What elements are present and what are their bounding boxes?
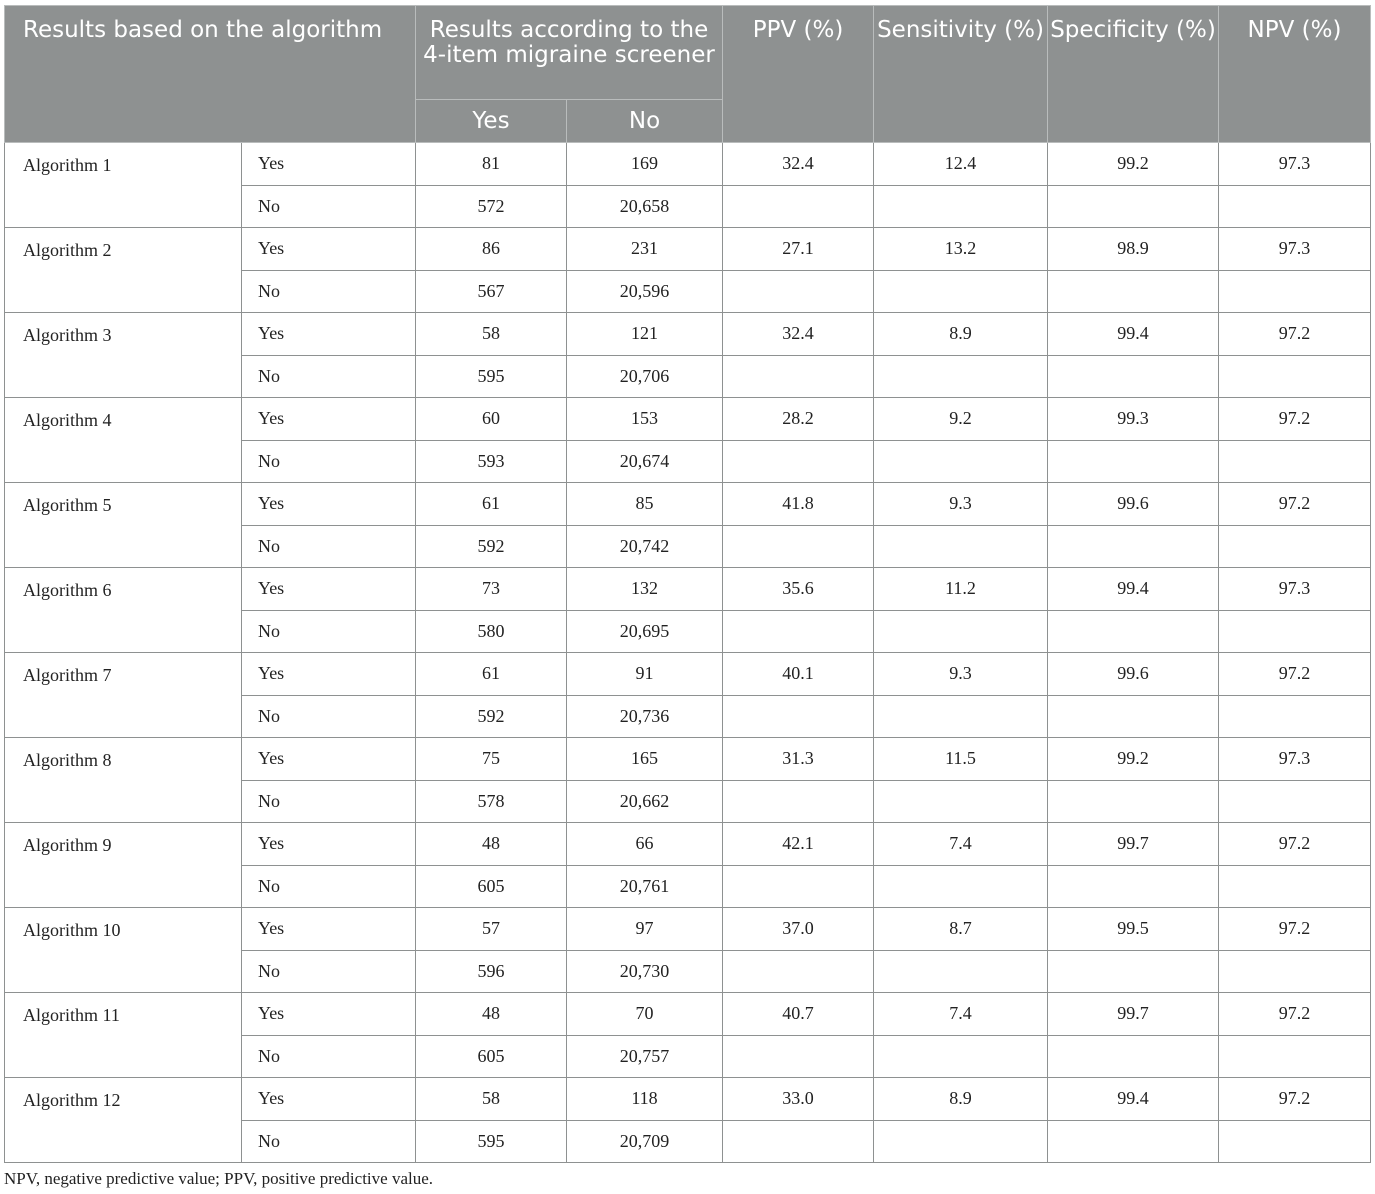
- empty-cell: [1219, 440, 1371, 483]
- results-table: [4, 5, 1371, 1163]
- table-row-yes: [5, 568, 1371, 611]
- empty-cell: [1048, 355, 1219, 398]
- algorithm-label: Algorithm 9: [5, 823, 242, 908]
- algorithm-label: Algorithm 5: [5, 483, 242, 568]
- sensitivity-value: 7.4: [874, 993, 1048, 1036]
- algorithm-label: Algorithm 6: [5, 568, 242, 653]
- sensitivity-value: 8.9: [874, 1078, 1048, 1121]
- empty-cell: [1219, 1120, 1371, 1163]
- ppv-value: 35.6: [723, 568, 874, 611]
- npv-value: 97.3: [1219, 143, 1371, 186]
- header-screener: Results according to the 4-item migraine screener: [416, 6, 723, 100]
- row-no-label: No: [242, 355, 416, 398]
- cell-no-yes: 592: [416, 525, 567, 568]
- cell-no-no: 20,761: [567, 865, 723, 908]
- row-no-label: No: [242, 270, 416, 313]
- empty-cell: [1048, 1120, 1219, 1163]
- row-yes-label: Yes: [242, 228, 416, 271]
- cell-no-yes: 567: [416, 270, 567, 313]
- ppv-value: 37.0: [723, 908, 874, 951]
- cell-yes-no: 97: [567, 908, 723, 951]
- npv-value: 97.2: [1219, 993, 1371, 1036]
- cell-no-yes: 580: [416, 610, 567, 653]
- empty-cell: [723, 270, 874, 313]
- row-no-label: No: [242, 1120, 416, 1163]
- algorithm-label: Algorithm 12: [5, 1078, 242, 1163]
- specificity-value: 99.4: [1048, 1078, 1219, 1121]
- empty-cell: [723, 780, 874, 823]
- cell-yes-yes: 61: [416, 653, 567, 696]
- specificity-value: 99.2: [1048, 738, 1219, 781]
- cell-yes-no: 85: [567, 483, 723, 526]
- empty-cell: [1219, 950, 1371, 993]
- empty-cell: [723, 440, 874, 483]
- empty-cell: [1219, 525, 1371, 568]
- cell-yes-yes: 58: [416, 313, 567, 356]
- empty-cell: [874, 865, 1048, 908]
- cell-no-yes: 572: [416, 185, 567, 228]
- cell-no-no: 20,730: [567, 950, 723, 993]
- table-row-yes: [5, 823, 1371, 866]
- row-yes-label: Yes: [242, 823, 416, 866]
- algorithm-label: Algorithm 3: [5, 313, 242, 398]
- cell-yes-no: 121: [567, 313, 723, 356]
- empty-cell: [874, 270, 1048, 313]
- table-row-yes: [5, 398, 1371, 441]
- ppv-value: 40.7: [723, 993, 874, 1036]
- cell-yes-yes: 57: [416, 908, 567, 951]
- row-yes-label: Yes: [242, 653, 416, 696]
- ppv-value: 28.2: [723, 398, 874, 441]
- cell-no-no: 20,742: [567, 525, 723, 568]
- empty-cell: [874, 1120, 1048, 1163]
- ppv-value: 27.1: [723, 228, 874, 271]
- specificity-value: 99.7: [1048, 823, 1219, 866]
- empty-cell: [723, 355, 874, 398]
- sensitivity-value: 9.3: [874, 653, 1048, 696]
- ppv-value: 33.0: [723, 1078, 874, 1121]
- npv-value: 97.2: [1219, 908, 1371, 951]
- cell-no-no: 20,662: [567, 780, 723, 823]
- cell-no-no: 20,674: [567, 440, 723, 483]
- row-no-label: No: [242, 525, 416, 568]
- row-yes-label: Yes: [242, 738, 416, 781]
- cell-no-no: 20,757: [567, 1035, 723, 1078]
- algorithm-label: Algorithm 11: [5, 993, 242, 1078]
- header-sensitivity: Sensitivity (%): [874, 6, 1048, 143]
- row-yes-label: Yes: [242, 1078, 416, 1121]
- row-no-label: No: [242, 610, 416, 653]
- ppv-value: 32.4: [723, 313, 874, 356]
- table-header: [5, 6, 1371, 143]
- table-footnote: NPV, negative predictive value; PPV, positive predictive value.: [4, 1169, 434, 1188]
- algorithm-label: Algorithm 4: [5, 398, 242, 483]
- header-npv: NPV (%): [1219, 6, 1371, 143]
- empty-cell: [723, 865, 874, 908]
- empty-cell: [874, 440, 1048, 483]
- empty-cell: [723, 1035, 874, 1078]
- header-algorithm: Results based on the algorithm: [5, 6, 416, 143]
- row-no-label: No: [242, 1035, 416, 1078]
- row-yes-label: Yes: [242, 568, 416, 611]
- cell-yes-no: 165: [567, 738, 723, 781]
- header-ppv: PPV (%): [723, 6, 874, 143]
- empty-cell: [874, 525, 1048, 568]
- cell-yes-yes: 73: [416, 568, 567, 611]
- empty-cell: [723, 185, 874, 228]
- cell-yes-yes: 48: [416, 993, 567, 1036]
- cell-yes-yes: 75: [416, 738, 567, 781]
- cell-no-yes: 592: [416, 695, 567, 738]
- empty-cell: [874, 1035, 1048, 1078]
- ppv-value: 32.4: [723, 143, 874, 186]
- row-yes-label: Yes: [242, 908, 416, 951]
- cell-no-no: 20,596: [567, 270, 723, 313]
- sensitivity-value: 9.2: [874, 398, 1048, 441]
- ppv-value: 31.3: [723, 738, 874, 781]
- algorithm-label: Algorithm 2: [5, 228, 242, 313]
- empty-cell: [874, 950, 1048, 993]
- empty-cell: [1048, 185, 1219, 228]
- cell-yes-yes: 86: [416, 228, 567, 271]
- cell-yes-yes: 48: [416, 823, 567, 866]
- sensitivity-value: 8.7: [874, 908, 1048, 951]
- cell-no-no: 20,695: [567, 610, 723, 653]
- specificity-value: 99.6: [1048, 483, 1219, 526]
- cell-no-yes: 605: [416, 1035, 567, 1078]
- ppv-value: 41.8: [723, 483, 874, 526]
- ppv-value: 42.1: [723, 823, 874, 866]
- row-no-label: No: [242, 695, 416, 738]
- algorithm-label: Algorithm 8: [5, 738, 242, 823]
- empty-cell: [1048, 525, 1219, 568]
- empty-cell: [1048, 780, 1219, 823]
- cell-no-no: 20,709: [567, 1120, 723, 1163]
- npv-value: 97.2: [1219, 823, 1371, 866]
- table-row-yes: [5, 993, 1371, 1036]
- specificity-value: 99.5: [1048, 908, 1219, 951]
- empty-cell: [1219, 355, 1371, 398]
- header-specificity: Specificity (%): [1048, 6, 1219, 143]
- cell-yes-yes: 60: [416, 398, 567, 441]
- cell-yes-no: 169: [567, 143, 723, 186]
- npv-value: 97.2: [1219, 483, 1371, 526]
- row-yes-label: Yes: [242, 143, 416, 186]
- sensitivity-value: 11.5: [874, 738, 1048, 781]
- empty-cell: [1219, 780, 1371, 823]
- algorithm-label: Algorithm 10: [5, 908, 242, 993]
- specificity-value: 99.7: [1048, 993, 1219, 1036]
- cell-yes-no: 66: [567, 823, 723, 866]
- table-row-yes: [5, 653, 1371, 696]
- row-yes-label: Yes: [242, 993, 416, 1036]
- table-row-yes: [5, 908, 1371, 951]
- cell-no-yes: 595: [416, 355, 567, 398]
- empty-cell: [874, 695, 1048, 738]
- empty-cell: [723, 695, 874, 738]
- empty-cell: [1048, 1035, 1219, 1078]
- cell-no-yes: 578: [416, 780, 567, 823]
- empty-cell: [1219, 1035, 1371, 1078]
- empty-cell: [874, 185, 1048, 228]
- sensitivity-value: 9.3: [874, 483, 1048, 526]
- empty-cell: [1048, 695, 1219, 738]
- cell-yes-no: 118: [567, 1078, 723, 1121]
- empty-cell: [1048, 440, 1219, 483]
- specificity-value: 99.6: [1048, 653, 1219, 696]
- empty-cell: [723, 1120, 874, 1163]
- specificity-value: 99.2: [1048, 143, 1219, 186]
- empty-cell: [1219, 610, 1371, 653]
- cell-yes-yes: 58: [416, 1078, 567, 1121]
- cell-no-yes: 605: [416, 865, 567, 908]
- sensitivity-value: 13.2: [874, 228, 1048, 271]
- sensitivity-value: 12.4: [874, 143, 1048, 186]
- table-row-yes: [5, 143, 1371, 186]
- cell-yes-no: 231: [567, 228, 723, 271]
- empty-cell: [1219, 185, 1371, 228]
- table-row-yes: [5, 483, 1371, 526]
- cell-yes-yes: 61: [416, 483, 567, 526]
- header-screener-no: No: [567, 100, 723, 143]
- sensitivity-value: 8.9: [874, 313, 1048, 356]
- npv-value: 97.2: [1219, 653, 1371, 696]
- algorithm-label: Algorithm 1: [5, 143, 242, 228]
- cell-no-yes: 596: [416, 950, 567, 993]
- table-body: [5, 143, 1371, 1163]
- row-no-label: No: [242, 440, 416, 483]
- table-row-yes: [5, 1078, 1371, 1121]
- cell-no-yes: 593: [416, 440, 567, 483]
- algorithm-label: Algorithm 7: [5, 653, 242, 738]
- row-no-label: No: [242, 865, 416, 908]
- npv-value: 97.2: [1219, 398, 1371, 441]
- row-yes-label: Yes: [242, 313, 416, 356]
- npv-value: 97.2: [1219, 313, 1371, 356]
- empty-cell: [1219, 865, 1371, 908]
- cell-yes-no: 132: [567, 568, 723, 611]
- cell-no-yes: 595: [416, 1120, 567, 1163]
- cell-no-no: 20,658: [567, 185, 723, 228]
- specificity-value: 99.4: [1048, 568, 1219, 611]
- row-no-label: No: [242, 185, 416, 228]
- specificity-value: 98.9: [1048, 228, 1219, 271]
- npv-value: 97.2: [1219, 1078, 1371, 1121]
- cell-yes-yes: 81: [416, 143, 567, 186]
- cell-yes-no: 91: [567, 653, 723, 696]
- empty-cell: [874, 780, 1048, 823]
- header-screener-yes: Yes: [416, 100, 567, 143]
- sensitivity-value: 7.4: [874, 823, 1048, 866]
- empty-cell: [723, 525, 874, 568]
- npv-value: 97.3: [1219, 568, 1371, 611]
- table-container: [4, 5, 1370, 1163]
- empty-cell: [1048, 950, 1219, 993]
- specificity-value: 99.4: [1048, 313, 1219, 356]
- empty-cell: [1048, 270, 1219, 313]
- ppv-value: 40.1: [723, 653, 874, 696]
- row-no-label: No: [242, 780, 416, 823]
- cell-no-no: 20,736: [567, 695, 723, 738]
- cell-yes-no: 153: [567, 398, 723, 441]
- row-yes-label: Yes: [242, 483, 416, 526]
- empty-cell: [1048, 610, 1219, 653]
- npv-value: 97.3: [1219, 738, 1371, 781]
- empty-cell: [874, 610, 1048, 653]
- empty-cell: [1048, 865, 1219, 908]
- npv-value: 97.3: [1219, 228, 1371, 271]
- empty-cell: [723, 950, 874, 993]
- empty-cell: [1219, 695, 1371, 738]
- table-row-yes: [5, 228, 1371, 271]
- table-row-yes: [5, 738, 1371, 781]
- empty-cell: [1219, 270, 1371, 313]
- empty-cell: [874, 355, 1048, 398]
- specificity-value: 99.3: [1048, 398, 1219, 441]
- sensitivity-value: 11.2: [874, 568, 1048, 611]
- row-yes-label: Yes: [242, 398, 416, 441]
- row-no-label: No: [242, 950, 416, 993]
- empty-cell: [723, 610, 874, 653]
- table-row-yes: [5, 313, 1371, 356]
- cell-yes-no: 70: [567, 993, 723, 1036]
- cell-no-no: 20,706: [567, 355, 723, 398]
